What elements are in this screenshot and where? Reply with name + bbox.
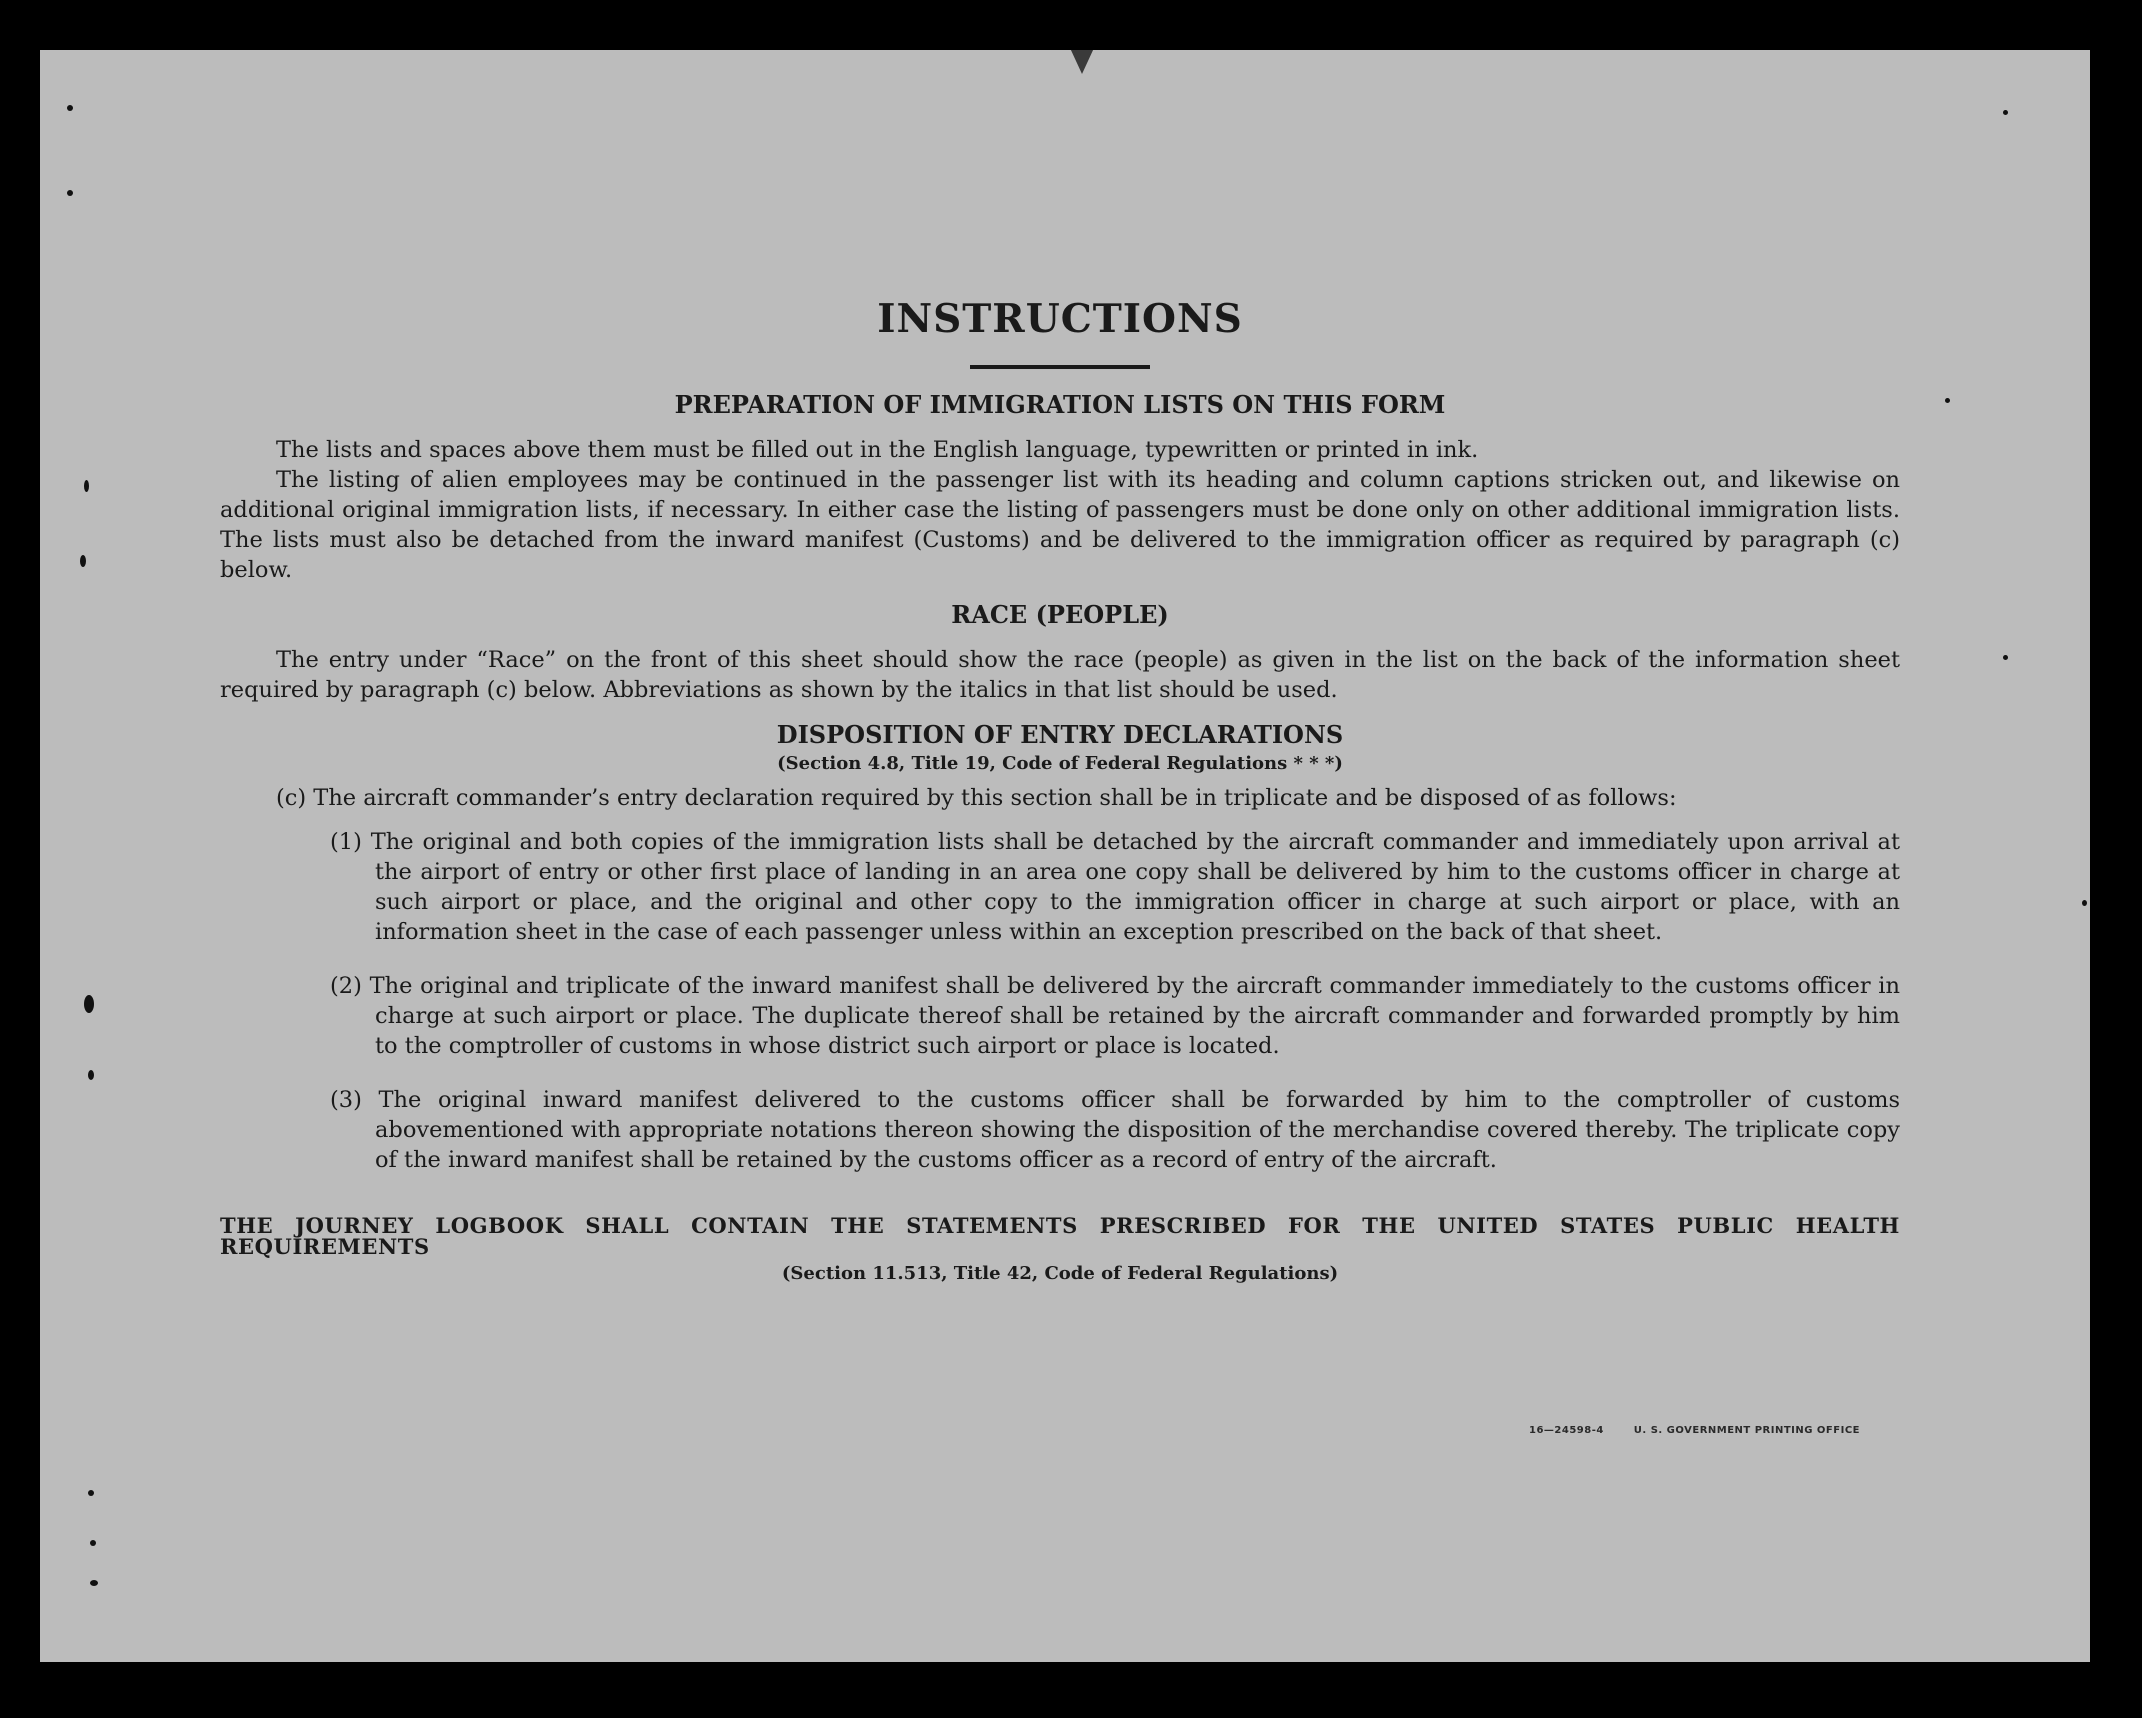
paper-tear-mark [1070,50,1094,74]
scan-speck [84,995,94,1013]
health-regulation-reference: (Section 11.513, Title 42, Code of Federal Regulations) [781,1263,1339,1284]
scan-speck [84,480,89,492]
regulation-reference: (Section 4.8, Title 19, Code of Federal Regulations * * *) [777,753,1343,774]
section-heading-race: RACE (PEOPLE) [951,600,1169,629]
scan-speck [2003,110,2008,115]
paragraph-c: (c) The aircraft commander’s entry declaration required by this section shall be in triplicate and be disposed of as follows: [276,785,1677,811]
scan-speck [67,190,73,196]
form-number: 16—24598-4 [1528,1425,1604,1436]
scan-speck [67,105,73,111]
scan-speck [88,1070,94,1080]
scan-speck [1945,398,1950,403]
section-heading-preparation: PREPARATION OF IMMIGRATION LISTS ON THIS FORM [674,390,1446,419]
scan-speck [80,555,86,567]
paragraph: The listing of alien employees may be continued in the passenger list with its heading and column captions stricken out, and likewise on additional original immigration lists, if necessary. In either case the listing of passengers must be done only on other additional immigration lists. The lists must also be detached from the inward manifest (Customs) and be delivered to the immigration officer as required by paragraph (c) below. [220,467,1900,583]
scan-speck [2003,655,2008,660]
section-heading-disposition: DISPOSITION OF ENTRY DECLARATIONS [776,720,1344,749]
scan-speck [88,1490,94,1496]
list-item: (3) The original inward manifest delivered to the customs officer shall be forwarded by him to the comptroller of customs abovementioned with appropriate notations thereon showing the disposition of the merchandise covered thereby. The triplicate copy of the inward manifest shall be retained by the customs officer as a record of entry of the aircraft. [330,1087,1900,1173]
instructions-body [220,296,1900,1293]
list-item: (1) The original and both copies of the immigration lists shall be detached by the aircraft commander and immediately upon arrival at the airport of entry or other first place of landing in an area one copy shall be delivered by him to the customs officer in charge at such airport or place, and the original and other copy to the immigration officer in charge at such airport or place, with an information sheet in the case of each passenger unless within an exception prescribed on the back of that sheet. [330,829,1900,945]
printer-imprint [1529,1425,1860,1436]
paragraph: The entry under “Race” on the front of this sheet should show the race (people) as given in the list on the back of the information sheet required by paragraph (c) below. Abbreviations as shown by the italics in that list should be used. [220,647,1900,703]
title-underline [970,365,1150,369]
paragraph: The lists and spaces above them must be filled out in the English language, typewritten or printed in ink. [276,437,1479,463]
scan-speck [2082,900,2087,906]
scan-speck [90,1580,98,1586]
document-page [40,50,2090,1662]
page-title: INSTRUCTIONS [877,296,1243,342]
printer-name: U. S. GOVERNMENT PRINTING OFFICE [1633,1425,1860,1436]
list-item: (2) The original and triplicate of the inward manifest shall be delivered by the aircraft commander immediately to the customs officer in charge at such airport or place. The duplicate thereof shall be retained by the aircraft commander and forwarded promptly by him to the comptroller of customs in whose district such airport or place is located. [330,973,1900,1059]
scan-speck [90,1540,96,1546]
health-requirements-statement: THE JOURNEY LOGBOOK SHALL CONTAIN THE STATEMENTS PRESCRIBED FOR THE UNITED STATES PUBLIC HEALTH REQUIREMENTS [220,1213,1900,1259]
